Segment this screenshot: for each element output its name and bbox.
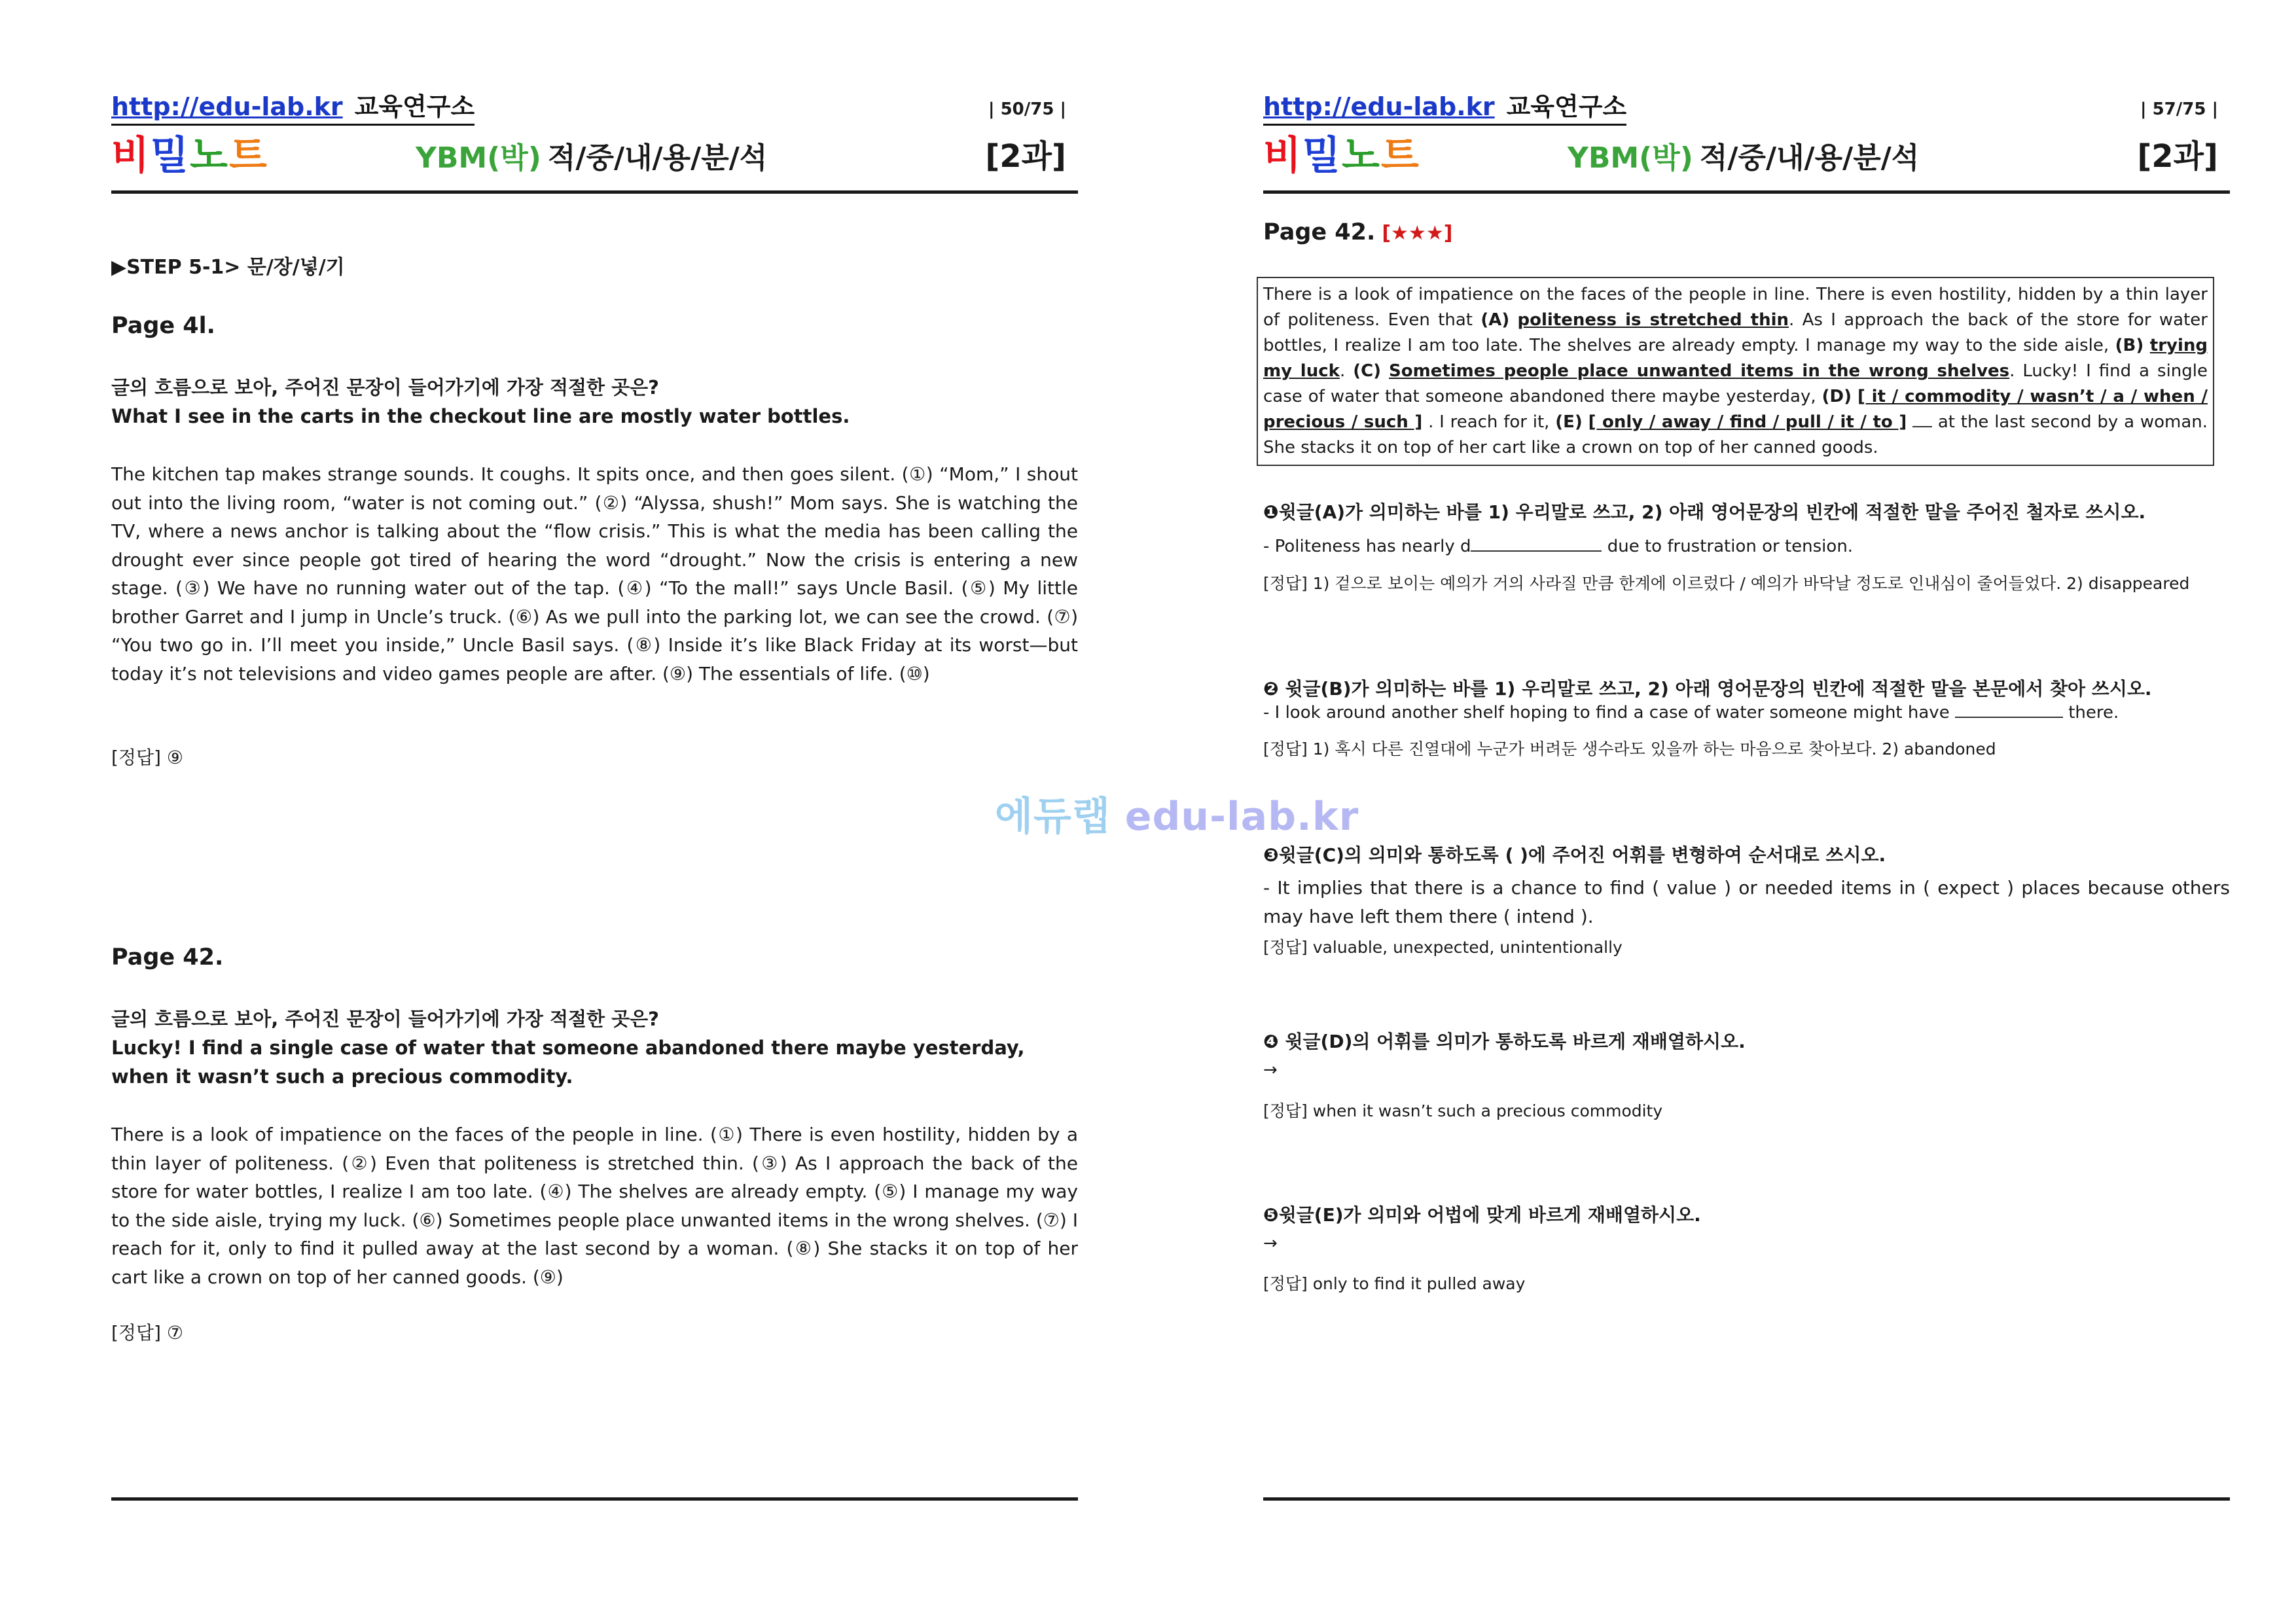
question-2-answer: [정답] 1) 혹시 다른 진열대에 누군가 버려둔 생수라도 있을까 하는 마음으로 찾아보다. 2) abandoned <box>1263 740 1996 758</box>
question-3-answer: [정답] valuable, unexpected, unintentionally <box>1263 938 1623 957</box>
lesson-label: [2과] <box>985 138 1066 175</box>
page-number: | 50/75 | <box>988 99 1066 119</box>
header-link[interactable] <box>111 86 475 126</box>
footer-divider <box>1263 1497 2230 1501</box>
question-1-answer: [정답] 1) 겉으로 보이는 예의가 거의 사라질 만큼 한계에 이르렀다 / 예의가 바닥날 정도로 인내심이 줄어들었다. 2) disappeared <box>1263 574 2190 593</box>
question-1-prompt: - Politeness has nearly d due to frustration or tension. <box>1263 535 2230 556</box>
question-text: 글의 흐름으로 보아, 주어진 문장이 들어가기에 가장 적절한 곳은? <box>111 1008 659 1030</box>
subtitle: 적/중/내/용/분/석 <box>547 141 768 175</box>
given-sentence: What I see in the carts in the checkout line are mostly water bottles. <box>111 405 850 427</box>
question-5-answer: [정답] only to find it pulled away <box>1263 1274 1526 1293</box>
org-name: 교육연구소 <box>354 92 475 121</box>
page-number: | 57/75 | <box>2140 99 2218 119</box>
passage-box: There is a look of impatience on the faces of the people in line. There is even hostility, hidden by a thin layer of politeness. Even that (A) politeness is stretched thin. As I approach the back of the store for water bottles, I realize I am too late. The shelves are already empty. I manage my way to the side aisle, (B) trying my luck. (C) Sometimes people place unwanted items in the wrong shelves. Lucky! I find a single case of water that someone abandoned there maybe yesterday, (D) [ it / commodity / wasn’t / a / when / precious / such ] . I reach for it, (E) [ only / away / find / pull / it / to ] at the last second by a woman. She stacks it on top of her cart like a crown on top of her canned goods. <box>1257 277 2214 466</box>
subtitle: 적/중/내/용/분/석 <box>1699 141 1920 175</box>
publisher: YBM(박) <box>416 141 541 175</box>
section-page-label: Page 42. <box>111 944 224 971</box>
answer-blank[interactable] <box>1955 701 2063 718</box>
question-4-arrow: → <box>1263 1060 1278 1080</box>
answer: [정답] ⑦ <box>111 1322 183 1344</box>
site-url[interactable]: http://edu-lab.kr <box>111 92 343 121</box>
passage-underline-a: politeness is stretched thin <box>1517 310 1789 330</box>
publisher: YBM(박) <box>1568 141 1693 175</box>
doc-title <box>1568 134 1919 176</box>
question-3-title: ❸윗글(C)의 의미와 통하도록 ( )에 주어진 어휘를 변형하여 순서대로 쓰시오. <box>1263 844 1886 866</box>
step-heading: ▶STEP 5-1> 문/장/넣/기 <box>111 256 345 279</box>
site-url[interactable]: http://edu-lab.kr <box>1263 92 1495 121</box>
question-4-title: ❹ 윗글(D)의 어휘를 의미가 통하도록 바르게 재배열하시오. <box>1263 1031 1746 1052</box>
footer-divider <box>111 1497 1078 1501</box>
passage-blank <box>1912 412 1932 427</box>
doc-title <box>416 134 767 176</box>
question-3-prompt: - It implies that there is a chance to find ( value ) or needed items in ( expect ) places because others may have left them there ( intend ). <box>1263 877 2230 927</box>
passage-scramble-d: [ it / commodity / wasn’t / a / when / precious / such ] <box>1263 387 2208 432</box>
question-text: 글의 흐름으로 보아, 주어진 문장이 들어가기에 가장 적절한 곳은? <box>111 376 659 399</box>
question-1-title: ❶윗글(A)가 의미하는 바를 1) 우리말로 쓰고, 2) 아래 영어문장의 빈칸에 적절한 말을 주어진 철자로 쓰시오. <box>1263 501 2146 523</box>
passage-scramble-e: [ only / away / find / pull / it / to ] <box>1588 412 1907 432</box>
section-page-label: Page 42. [★★★] <box>1263 219 1453 245</box>
passage-underline-b: trying my luck <box>1263 336 2208 381</box>
header-divider <box>111 190 1078 194</box>
header-divider <box>1263 190 2230 194</box>
section-page-label: Page 4l. <box>111 313 215 339</box>
passage-underline-c: Sometimes people place unwanted items in the wrong shelves <box>1389 361 2010 381</box>
brand-logo: 비밀노트 <box>111 133 268 179</box>
answer-blank[interactable] <box>1471 535 1602 552</box>
question <box>111 1005 1078 1091</box>
org-name: 교육연구소 <box>1506 92 1627 121</box>
question-4-answer: [정답] when it wasn’t such a precious commodity <box>1263 1101 1663 1120</box>
brand-logo: 비밀노트 <box>1263 133 1420 179</box>
left-page <box>111 0 1078 1623</box>
question-5-arrow: → <box>1263 1234 1278 1253</box>
watermark: 에듀랩 edu-lab.kr <box>995 794 1359 840</box>
difficulty-stars: [★★★] <box>1382 222 1453 245</box>
question-2-prompt: - I look around another shelf hoping to find a case of water someone might have there. <box>1263 701 2230 722</box>
question-5-title: ❺윗글(E)가 의미와 어법에 맞게 바르게 재배열하시오. <box>1263 1204 1701 1226</box>
lesson-label: [2과] <box>2137 138 2218 175</box>
passage: There is a look of impatience on the faces of the people in line. (①) There is even hostility, hidden by a thin layer of politeness. (②) Even that politeness is stretched thin. (③) As I approach the back of the store for water bottles, I realize I am too late. (④) The shelves are already empty. (⑤) I manage my way to the side aisle, trying my luck. (⑥) Sometimes people place unwanted items in the wrong shelves. (⑦) I reach for it, only to find it pulled away at the last second by a woman. (⑧) She stacks it on top of her cart like a crown on top of her canned goods. (⑨) <box>111 1124 1078 1288</box>
question <box>111 373 1078 431</box>
answer: [정답] ⑨ <box>111 747 183 768</box>
passage: The kitchen tap makes strange sounds. It coughs. It spits once, and then goes silent. (①) “Mom,” I shout out into the living room, “water is not coming out.” (②) “Alyssa, shush!” Mom says. She is watching the TV, where a news anchor is talking about the “flow crisis.” This is what the media has been calling the drought ever since people got tired of hearing the word “drought.” Now the crisis is entering a new stage. (③) We have no running water out of the tap. (④) “To the mall!” says Uncle Basil. (⑤) My little brother Garret and I jump in Uncle’s truck. (⑥) As we pull into the parking lot, we can see the crowd. (⑦) “You two go in. I’ll meet you inside,” Uncle Basil says. (⑧) Inside it’s like Black Friday at its worst—but today it’s not televisions and video games people are after. (⑨) The essentials of life. (⑩) <box>111 463 1078 685</box>
given-sentence: Lucky! I find a single case of water that someone abandoned there maybe yesterday, when it wasn’t such a precious commodity. <box>111 1037 1025 1088</box>
header-link[interactable] <box>1263 86 1626 126</box>
question-2-title: ❷ 윗글(B)가 의미하는 바를 1) 우리말로 쓰고, 2) 아래 영어문장의 빈칸에 적절한 말을 본문에서 찾아 쓰시오. <box>1263 678 2152 700</box>
right-page <box>1263 0 2230 1623</box>
